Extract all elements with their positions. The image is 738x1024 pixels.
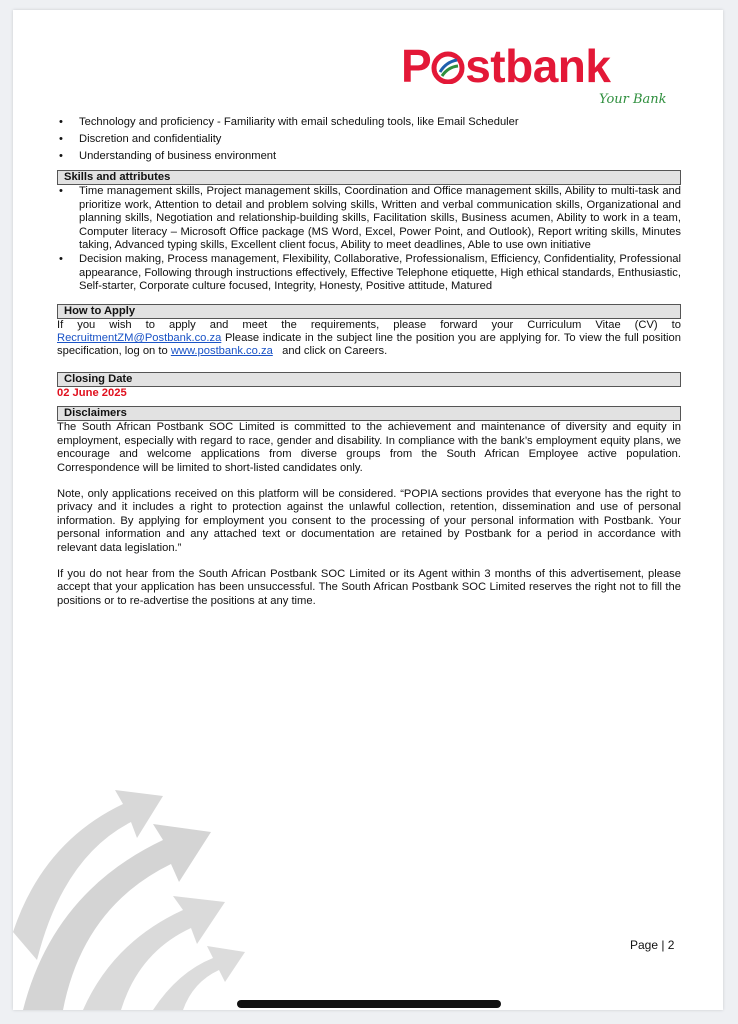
how-to-apply-heading: How to Apply <box>57 304 681 319</box>
logo-wordmark: P stbank <box>401 40 611 92</box>
postbank-logo <box>401 42 691 114</box>
decorative-arrows-graphic <box>13 782 273 1010</box>
apply-text-part: and click on Careers. <box>272 345 388 358</box>
list-item: • Technology and proficiency - Familiarity with email scheduling tools, like Email Scheduler <box>57 116 681 129</box>
document-page <box>13 10 723 1010</box>
recruitment-email-link[interactable]: RecruitmentZM@Postbank.co.za <box>57 332 222 345</box>
how-to-apply-text <box>57 319 681 359</box>
skills-list <box>57 185 681 293</box>
list-item: • Decision making, Process management, Flexibility, Collaborative, Professionalism, Efficiency, Confidentiality, Professional appearance, Following through instructions effectively, Effective Telephone etiquette, High ethical standards, Enthusiastic, Self-starter, Corporate culture focused, Integrity, Honesty, Positive attitude, Matured <box>57 253 681 293</box>
document-body <box>57 116 681 608</box>
logo-tagline: Your Bank <box>599 92 667 107</box>
disclaimer-paragraph: The South African Postbank SOC Limited is committed to the achievement and maintenance of diversity and equity in employment, especially with regard to race, gender and disability. In compliance with the bank’s employment equity plans, we encourage and welcome applications from diverse groups from the South African Employee active population. Correspondence will be limited to short-listed candidates only. <box>57 421 681 474</box>
disclaimer-paragraph: Note, only applications received on this platform will be considered. “POPIA sections provides that everyone has the right to privacy and it includes a right to protection against the unlawful collection, retention, dissemination and use of personal information. By applying for employment you consent to the processing of your personal information with Postbank. Your personal information and any attached text or documentation are retained by Postbank for a period in accordance with relevant data legislation.” <box>57 487 681 554</box>
website-link[interactable]: www.postbank.co.za <box>170 345 273 358</box>
logo-swirl-icon <box>431 50 465 84</box>
closing-date-value: 02 June 2025 <box>57 386 127 399</box>
list-item: • Time management skills, Project management skills, Coordination and Office management skills, Ability to multi-task and prioritize work, Attention to detail and problem solving skills, Written and verbal communication skills, Organizational and planning skills, Negotiation and relationship-building skills, Facilitation skills, Business acumen, Ability to work in a team, Computer literacy – Microsoft Office package (MS Word, Excel, Power Point, and Outlook), Report writing skills, Minutes taking, Advanced typing skills, Excellent client focus, Ability to meet deadlines, Able to use own initiative <box>57 185 681 252</box>
disclaimers-heading: Disclaimers <box>57 406 681 421</box>
home-indicator-bar[interactable] <box>237 1000 501 1008</box>
closing-date-heading: Closing Date <box>57 372 681 387</box>
apply-text-part: If you wish to apply and meet the requirements, please forward your Curriculum Vitae (CV) to <box>57 318 681 331</box>
apply-text-part: Please indicate in the subject line the position you are applying for. To view the full position specification, log on to <box>57 332 681 358</box>
skills-heading: Skills and attributes <box>57 170 681 185</box>
requirements-list <box>57 116 681 163</box>
list-item: • Understanding of business environment <box>57 150 681 163</box>
disclaimer-paragraph: If you do not hear from the South African Postbank SOC Limited or its Agent within 3 months of this advertisement, please accept that your application has been unsuccessful. The South African Postbank SOC Limited reserves the right not to fill the positions or to re-advertise the positions at any time. <box>57 567 681 607</box>
page-number: Page | 2 <box>630 938 675 952</box>
list-item: • Discretion and confidentiality <box>57 133 681 146</box>
